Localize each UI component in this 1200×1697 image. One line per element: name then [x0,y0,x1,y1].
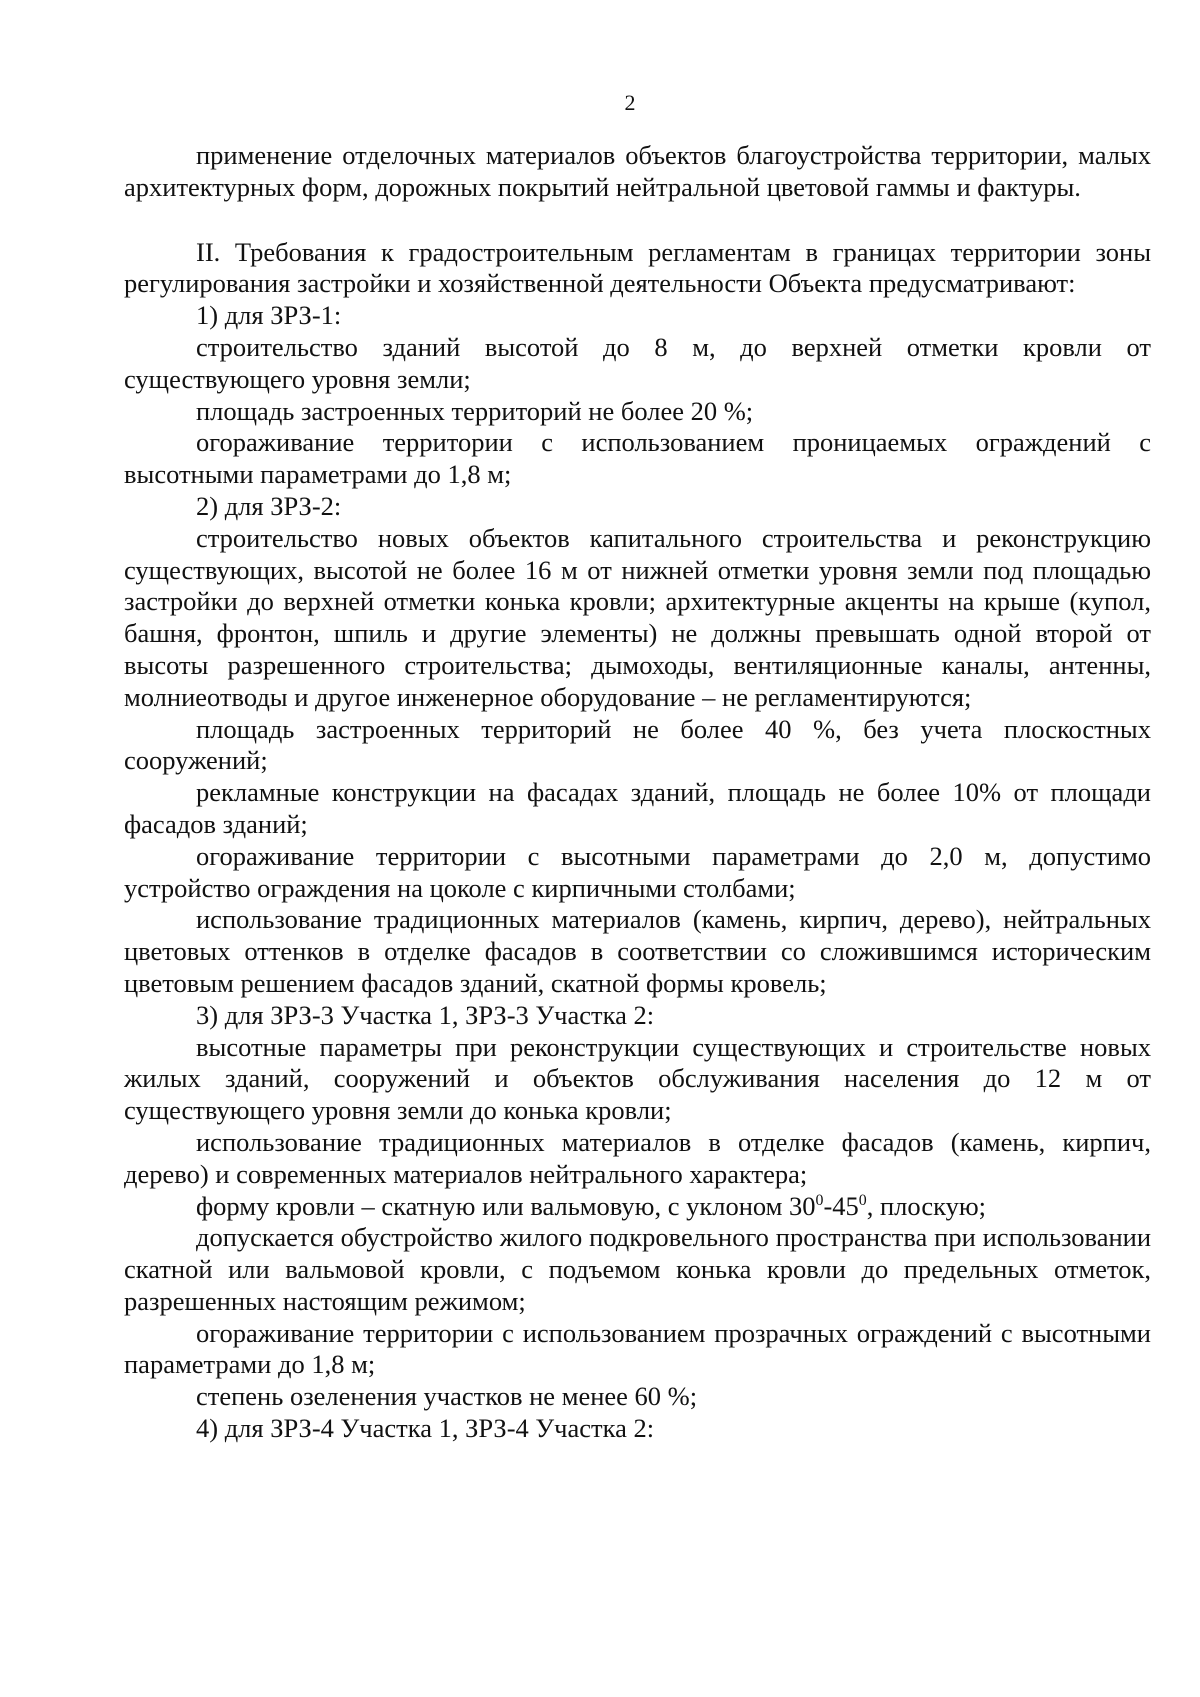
paragraph-zrz3-greening: степень озеленения участков не менее 60 %; [196,1381,698,1412]
paragraph-gap [124,204,1151,237]
degree-mark: 0 [858,1191,867,1209]
paragraph-zrz1-building-height: строительство зданий высотой до 8 м, до верхней отметки кровли от существующего уровня земли; [124,331,1151,394]
paragraph-zrz2-fencing: огораживание территории с высотными параметрами до 2,0 м, допустимо устройство ограждения на цоколе с кирпичными столбами; [124,840,1151,903]
paragraph-zrz3-fencing: огораживание территории с использованием прозрачных ограждений с высотными параметрами до 1,8 м; [124,1317,1151,1380]
paragraph-zrz2-advertising: рекламные конструкции на фасадах зданий, площадь не более 10% от площади фасадов зданий; [124,777,1151,839]
roof-text-range: -45 [823,1190,859,1221]
paragraph-finishing-materials: применение отделочных материалов объектов благоустройства территории, малых архитектурных форм, дорожных покрытий нейтральной цветовой гаммы и фактуры. [124,140,1151,202]
section-heading-requirements: II. Требования к градостроительным регламентам в границах территории зоны регулирования застройки и хозяйственной деятельности Объекта предусматривают: [124,236,1151,299]
paragraph-zrz2-construction: строительство новых объектов капитального строительства и реконструкцию существующих, высотой не более 16 м от нижней отметки уровня земли под площадью застройки до верхней отметки конька кровли; архитектурные акценты на крыше (купол, башня, фронтон, шпиль и другие элементы) не должны превышать одной второй от высоты разрешенного строительства; дымоходы, вентиляционные каналы, антенны, молниеотводы и другое инженерное оборудование – не регламентируются; [124,522,1151,712]
list-item-zrz-1: 1) для ЗРЗ-1: [196,300,342,331]
paragraph-zrz2-materials: использование традиционных материалов (камень, кирпич, дерево), нейтральных цветовых оттенков в отделке фасадов в соответствии со сложившимся историческим цветовым решением фасадов зданий, скатной формы кровель; [124,904,1151,998]
paragraph-zrz1-built-area: площадь застроенных территорий не более 20 %; [196,395,754,426]
list-item-zrz-3: 3) для ЗРЗ-3 Участка 1, ЗРЗ-3 Участка 2: [196,999,655,1030]
paragraph-zrz3-materials: использование традиционных материалов в отделке фасадов (камень, кирпич, дерево) и современных материалов нейтрального характера; [124,1126,1151,1189]
paragraph-zrz1-fencing: огораживание территории с использованием проницаемых ограждений с высотными параметрами до 1,8 м; [124,427,1151,490]
list-item-zrz-4: 4) для ЗРЗ-4 Участка 1, ЗРЗ-4 Участка 2: [196,1413,655,1444]
paragraph-zrz3-height: высотные параметры при реконструкции существующих и строительстве новых жилых зданий, сооружений и объектов обслуживания населения до 12 м от существующего уровня земли до конька кровли; [124,1031,1151,1126]
degree-mark: 0 [815,1191,824,1209]
document-body [124,140,1151,1445]
roof-text-start: форму кровли – скатную или вальмовую, с уклоном 30 [196,1190,816,1221]
list-item-zrz-2: 2) для ЗРЗ-2: [196,490,342,521]
paragraph-zrz3-roof-shape [124,1191,1151,1223]
paragraph-zrz3-attic: допускается обустройство жилого подкровельного пространства при использовании скатной или вальмовой кровли, с подъемом конька кровли до предельных отметок, разрешенных настоящим режимом; [124,1222,1151,1316]
paragraph-zrz2-built-area: площадь застроенных территорий не более 40 %, без учета плоскостных сооружений; [124,713,1151,776]
roof-text-end: , плоскую; [866,1190,986,1221]
page-number: 2 [624,90,636,115]
